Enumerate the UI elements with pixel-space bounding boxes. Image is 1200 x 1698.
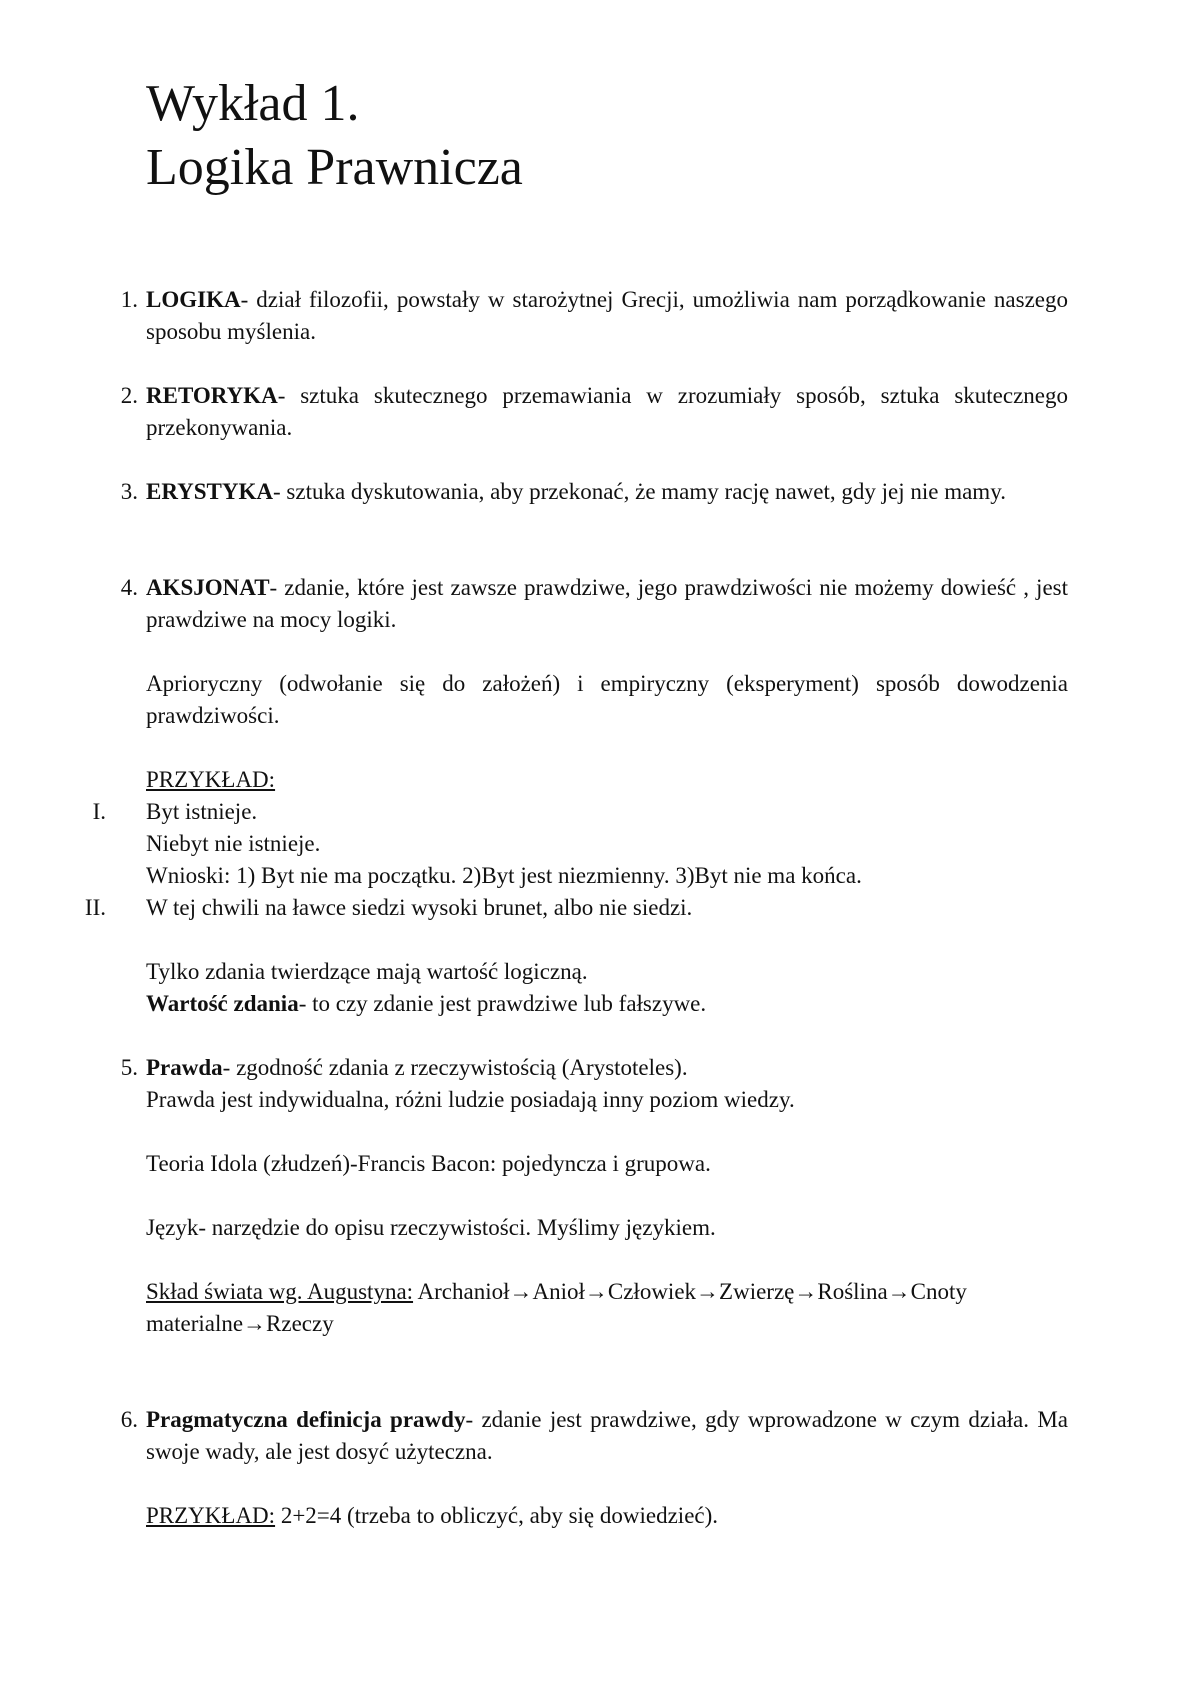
title-line-2: Logika Prawnicza [146, 139, 523, 196]
augustyn-line-2: materialne→Rzeczy [146, 1311, 334, 1336]
item-number: 5. [120, 1055, 138, 1080]
list-item-erystyka [146, 476, 1068, 508]
example-line: Wnioski: 1) Byt nie ma początku. 2)Byt jest niezmienny. 3)Byt nie ma końca. [146, 863, 862, 888]
value-definition: Wartość zdania- to czy zdanie jest prawdziwe lub fałszywe. [146, 991, 707, 1016]
list-item-retoryka [146, 380, 1068, 444]
item-number: 6. [120, 1407, 138, 1432]
jezyk-line: Język- narzędzie do opisu rzeczywistości. Myślimy językiem. [146, 1215, 716, 1240]
item-text: - dział filozofii, powstały w starożytnej Grecji, umożliwia nam porządkowanie naszego sposobu myślenia. [146, 287, 1068, 344]
list-item-pragmatyczna: Pragmatyczna definicja prawdy- zdanie jest prawdziwe, gdy wprowadzone w czym działa. Ma swoje wady, ale jest dosyć użyteczna. [146, 1407, 1068, 1464]
idola-line: Teoria Idola (złudzeń)-Francis Bacon: pojedyncza i grupowa. [146, 1151, 711, 1176]
item-number: 1. [120, 287, 138, 312]
roman-number: II. [84, 895, 106, 920]
affirmative-line: Tylko zdania twierdzące mają wartość logiczną. [146, 959, 588, 984]
example-2-label: PRZYKŁAD: [146, 1503, 276, 1528]
example-heading: PRZYKŁAD: [146, 767, 276, 792]
item-term: RETORYKA [146, 383, 278, 408]
item-term: Prawda [146, 1055, 223, 1080]
roman-number: I. [92, 799, 106, 824]
prawda-line-2: Prawda jest indywidualna, różni ludzie posiadają inny poziom wiedzy. [146, 1087, 795, 1112]
item-term: Pragmatyczna definicja prawdy [146, 1407, 466, 1432]
item-term: LOGIKA [146, 287, 241, 312]
example-line: Byt istnieje. [146, 799, 258, 824]
value-term: Wartość zdania [146, 991, 299, 1016]
list-item-prawda: Prawda- zgodność zdania z rzeczywistością (Arystoteles). [146, 1055, 688, 1080]
item-number: 3. [120, 479, 138, 504]
example-line: W tej chwili na ławce siedzi wysoki brunet, albo nie siedzi. [146, 895, 693, 920]
item-number: 4. [120, 575, 138, 600]
title-line-1: Wykład 1. [146, 75, 360, 132]
item-text: - sztuka skutecznego przemawiania w zrozumiały sposób, sztuka skutecznego przekonywania. [146, 383, 1068, 440]
page-title [146, 72, 523, 200]
item-term: AKSJONAT [146, 575, 270, 600]
apriori-paragraph: Aprioryczny (odwołanie się do założeń) i empiryczny (eksperyment) sposób dowodzenia prawdziwości. [146, 671, 1068, 728]
example-2-line: PRZYKŁAD: 2+2=4 (trzeba to obliczyć, aby się dowiedzieć). [146, 1503, 719, 1528]
item-number: 2. [120, 383, 138, 408]
item-text: - zdanie, które jest zawsze prawdziwe, jego prawdziwości nie możemy dowieść , jest prawdziwe na mocy logiki. [146, 575, 1068, 632]
example-line: Niebyt nie istnieje. [146, 831, 321, 856]
list-item-logika [146, 284, 1068, 348]
item-text: - sztuka dyskutowania, aby przekonać, że mamy rację nawet, gdy jej nie mamy. [273, 479, 1006, 504]
list-item-aksjonat [146, 572, 1068, 636]
augustyn-line-1: Skład świata wg. Augustyna: Archanioł→Anioł→Człowiek→Zwierzę→Roślina→Cnoty [146, 1279, 967, 1304]
augustyn-label: Skład świata wg. Augustyna: [146, 1279, 414, 1304]
item-term: ERYSTYKA [146, 479, 273, 504]
